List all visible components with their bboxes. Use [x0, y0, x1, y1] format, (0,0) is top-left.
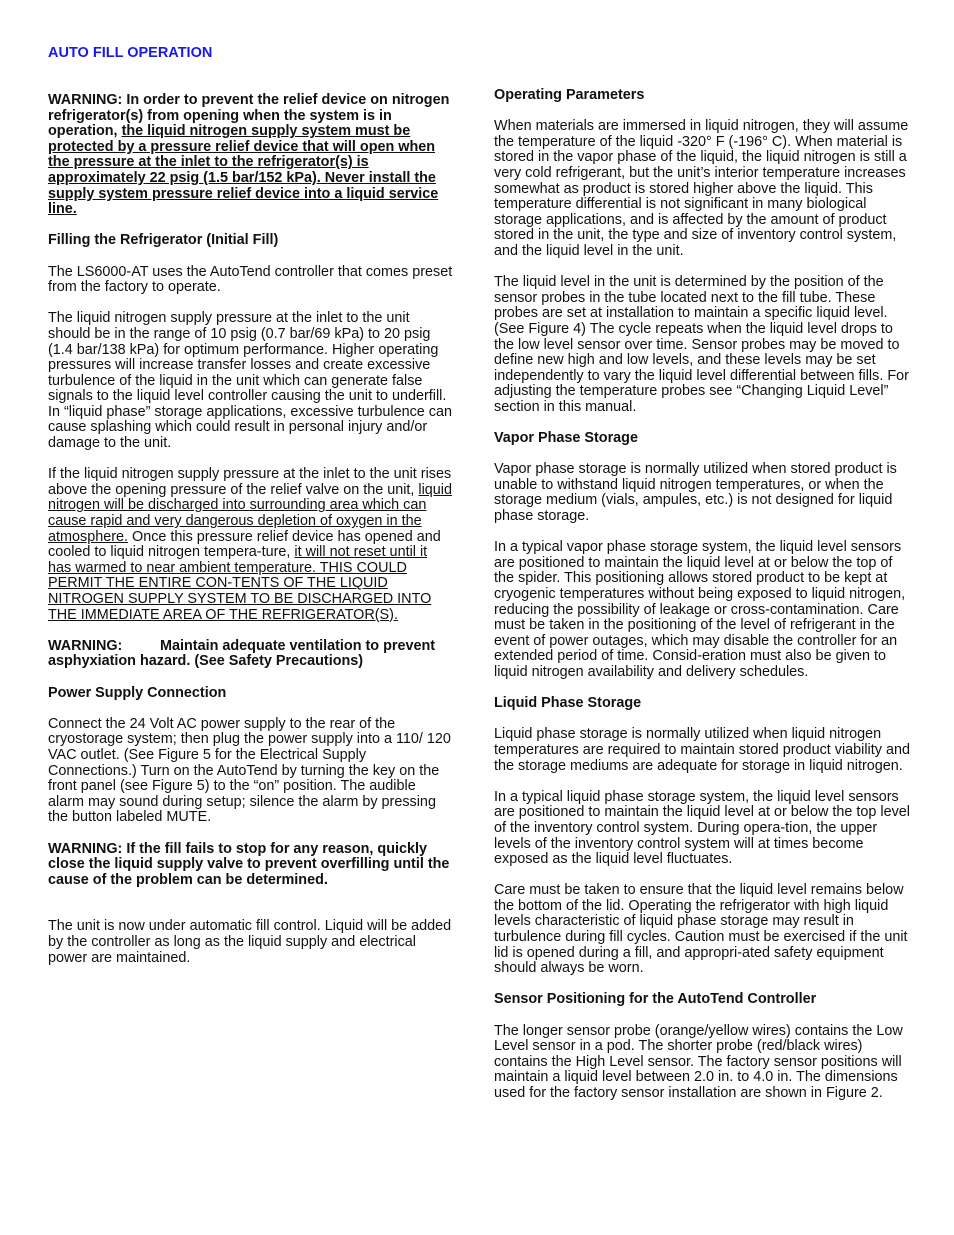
heading-operating-parameters: Operating Parameters — [494, 87, 645, 103]
heading-vapor-phase: Vapor Phase Storage — [494, 430, 638, 447]
heading-liquid-phase: Liquid Phase Storage — [494, 695, 642, 712]
paragraph-liquid-3: Care must be taken to ensure that the liquid level remains below the bottom of the lid. Operating the refrigerator with high liquid levels characteristic of liquid phase storage may result in turbulence during fill cycles. Caution must be exercised if the unit lid is opened during a fill, and appropri-ated safety equipment should always be worn. — [494, 882, 908, 977]
heading-filling: Filling the Refrigerator (Initial Fill) — [48, 232, 279, 249]
paragraph-vapor-1: Vapor phase storage is normally utilized when stored product is unable to withstand liquid nitrogen temperatures, or when the storage medium (vials, ampules, etc.) is not designed for liquid phase storage. — [494, 461, 897, 525]
paragraph-filling-2: The liquid nitrogen supply pressure at the inlet to the unit should be in the range of 10 psig (0.7 bar/69 kPa) to 20 psig (1.4 bar/138 kPa) for optimum performance. Higher operating pressures will increase transfer losses and create excessive turbulence of the liquid in the unit which can generate false signals to the liquid level controller causing the unit to underfill. In “liquid phase” storage applications, excessive turbulence can cause splashing which could result in personal injury and/or damage to the unit. — [48, 310, 452, 452]
paragraph-power-2: The unit is now under automatic fill control. Liquid will be added by the controller as long as the liquid supply and electrical power are maintained. — [48, 918, 452, 966]
paragraph-vapor-2: In a typical vapor phase storage system, the liquid level sensors are positioned to maintain the liquid level at or below the top of the spider. This positioning allows stored product to be kept at cryogenic temperatures without being exposed to liquid nitrogen, reducing the possibility of leakage or cross-contamination. Care must be taken in the positioning of the level of refrigerant in the event of power outages, which may disable the controller for an extended period of time. Consid-eration must also be given to liquid nitrogen availability and delivery schedules. — [494, 539, 906, 680]
paragraph-liquid-2: In a typical liquid phase storage system, the liquid level sensors are positioned to maintain the liquid level at or below the top level of the inventory control system. During opera-tion, the upper levels of the inventory control system will at times become exposed as the liquid level fluctuates. — [494, 788, 910, 868]
text-segment: If the liquid nitrogen supply pressure at the inlet to the unit rises above the opening pressure of the relief valve on the unit, — [48, 466, 452, 498]
heading-sensor-positioning: Sensor Positioning for the AutoTend Controller — [494, 991, 817, 1008]
warning-ventilation-text: Maintain adequate ventilation to prevent asphyxiation hazard. (See Safety Precautions) — [48, 637, 436, 670]
paragraph-power-1: Connect the 24 Volt AC power supply to the rear of the cryostorage system; then plug the power supply into a 110/ 120 VAC outlet. (See Figure 5 for the Electrical Supply Connections.) Turn on the AutoTend by turning the key on the front panel (see Figure 5) to the “on” position. The audible alarm may sound during setup; silence the alarm by pressing the button labeled MUTE. — [48, 715, 451, 826]
paragraph-op-1: When materials are immersed in liquid nitrogen, they will assume the temperature of the liquid -320° F (-196° C). When material is stored in the vapor phase of the liquid, the liquid nitrogen is still a very cold refrigerant, but the unit’s interior temperature increases somewhat as product is stored higher above the liquid. This temperature differential is not significant in many biological storage applications, and is affected by the amount of product stored in the unit, the type and size of inventory control system, and the liquid level in the unit. — [494, 118, 909, 259]
text-segment: Once this pressure relief device has opened and cooled to liquid nitrogen tempera-ture, — [48, 528, 441, 561]
left-column — [48, 93, 453, 982]
warning-relief-text: WARNING: In order to prevent the relief device on nitrogen refrigerator(s) from opening when the system is in operation, — [48, 92, 450, 140]
paragraph-filling-1: The LS6000-AT uses the AutoTend controller that comes preset from the factory to operate. — [48, 263, 453, 296]
warning-fill-fail: WARNING: If the fill fails to stop for any reason, quickly close the liquid supply valve to prevent overfilling until the cause of the problem can be determined. — [48, 840, 450, 888]
heading-power-supply: Power Supply Connection — [48, 684, 227, 701]
paragraph-liquid-1: Liquid phase storage is normally utilized when liquid nitrogen temperatures are required to maintain stored product viability and the storage mediums are adequate for storage in liquid nitrogen. — [494, 726, 910, 774]
warning-relief-device — [48, 93, 453, 218]
paragraph-op-2: The liquid level in the unit is determined by the position of the sensor probes in the tube located next to the fill tube. These probes are set at installation to maintain a specific liquid level. (See Figure 4) The cycle repeats when the liquid level drops to the low level sensor over time. Sensor probes may be moved to define new high and low levels, and these levels may be set independently to vary the liquid level differential between fills. For adjusting the temperature probes see “Changing Liquid Level” section in this manual. — [494, 274, 909, 415]
underlined-segment: it will not reset until it has warmed to near ambient temperature. THIS COULD PERMIT THE ENTIRE CON-TENTS OF THE LIQUID NITROGEN SUPPLY SYSTEM TO BE DISCHARGED INTO THE IMMEDIATE AREA OF THE REFRIGERATOR(S). — [48, 544, 432, 623]
paragraph-filling-3 — [48, 467, 453, 623]
section-title: AUTO FILL OPERATION — [48, 45, 213, 61]
warning-label: WARNING: — [48, 637, 123, 654]
underlined-segment: liquid nitrogen will be discharged into surrounding area which can cause rapid and very dangerous depletion of oxygen in the atmosphere. — [48, 481, 453, 545]
warning-ventilation — [48, 639, 453, 670]
warning-relief-underlined: the liquid nitrogen supply system must be protected by a pressure relief device that will open when the pressure at the inlet to the refrigerator(s) is approximately 22 psig (1.5 bar/152 kPa). Never install the supply system pressure relief device into a liquid service line. — [48, 123, 439, 218]
right-column — [494, 88, 916, 1117]
paragraph-sensor-1: The longer sensor probe (orange/yellow wires) contains the Low Level sensor in a pod. The shorter probe (red/black wires) contains the High Level sensor. The factory sensor positions will maintain a liquid level between 2.0 in. to 4.0 in. The dimensions used for the factory sensor installation are shown in Figure 2. — [494, 1022, 903, 1101]
